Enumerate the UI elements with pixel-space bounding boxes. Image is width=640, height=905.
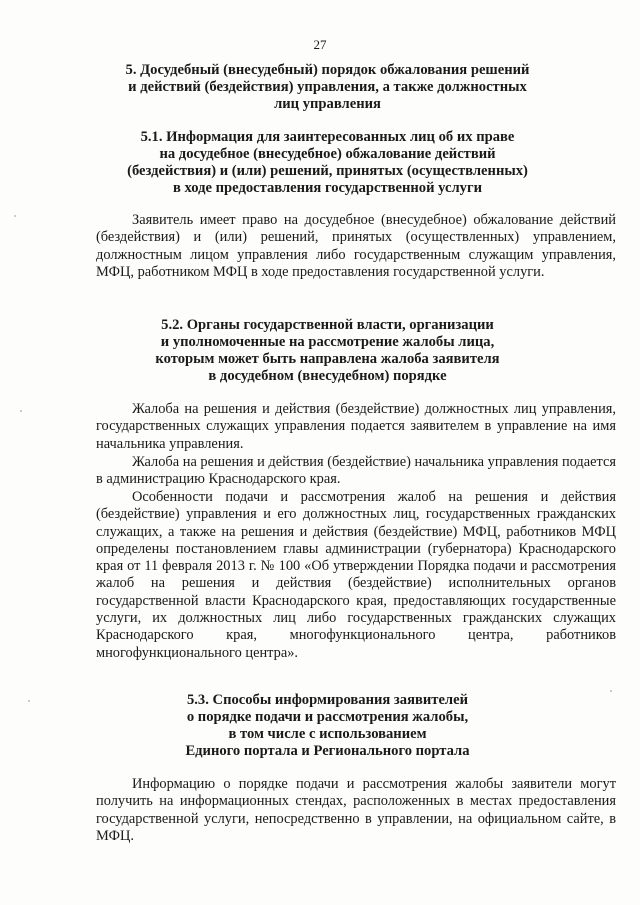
section-5-1-title-line: на досудебное (внесудебное) обжалование действий [159,146,496,162]
section-5-3-title-line: Единого портала и Регионального портала [185,743,470,759]
paragraph: Жалоба на решения и действия (бездействие) начальника управления подается в администрацию Краснодарского края. [96,454,616,488]
section-5-2-title-line: в досудебном (внесудебном) порядке [208,368,447,384]
paragraph: Жалоба на решения и действия (бездействие) должностных лиц управления, государственных служащих управления подается заявителем в управление на имя начальника управления. [96,401,616,452]
section-5-3-title-line: в том числе с использованием [228,726,427,742]
section-5-2-title-line: и уполномоченные на рассмотрение жалобы лица, [160,334,495,350]
scan-speck [28,700,30,702]
section-5-2-title-line: которым может быть направлена жалоба заявителя [155,351,500,367]
paragraph: Особенности подачи и рассмотрения жалоб на решения и действия (бездействие) управления и его должностных лиц, государственных гражданских служащих, а также на решения и действия (бездействие) МФЦ, работников МФЦ определены постановлением главы администрации (губернатора) Краснодарского края от 11 февраля 2013 г. № 100 «Об утверждении Порядка подачи и рассмотрения жалоб на решения и действия (бездействие) исполнительных органов государственной власти Краснодарского края, предоставляющих государственные услуги, их должностных лиц либо государственных гражданских служащих Краснодарского края, многофункционального центра, работников многофункционального центра». [96,489,616,661]
section-5-2-title [90,317,565,385]
section-5-title [90,62,565,113]
scan-speck [20,410,22,412]
section-5-title-line: 5. Досудебный (внесудебный) порядок обжалования решений [125,62,530,78]
section-5-1-title-line: в ходе предоставления государственной услуги [172,180,483,196]
scan-speck [610,690,612,692]
paragraph: Информацию о порядке подачи и рассмотрения жалобы заявители могут получить на информационных стендах, расположенных в местах предоставления государственной услуги, непосредственно в управлении, на официальном сайте, в МФЦ. [96,776,616,844]
section-5-3-title [90,692,565,760]
page-number: 27 [313,37,327,52]
scan-speck [14,215,16,217]
section-5-3-title-line: о порядке подачи и рассмотрения жалобы, [186,709,469,725]
section-5-1-title-line: 5.1. Информация для заинтересованных лиц об их праве [140,129,515,145]
section-5-1-title-line: (бездействия) и (или) решений, принятых (осуществленных) [127,163,528,179]
section-5-title-line: лиц управления [274,96,381,112]
section-5-3-title-line: 5.3. Способы информирования заявителей [186,692,468,708]
section-5-2-title-line: 5.2. Органы государственной власти, организации [161,317,494,333]
section-5-title-line: и действий (бездействия) управления, а также должностных [128,79,527,95]
section-5-1-title [90,129,565,197]
paragraph: Заявитель имеет право на досудебное (внесудебное) обжалование действий (бездействия) и (или) решений, принятых (осуществленных) управлением, должностным лицом управления либо государственным служащим управления, МФЦ, работником МФЦ в ходе предоставления государственной услуги. [96,212,616,280]
